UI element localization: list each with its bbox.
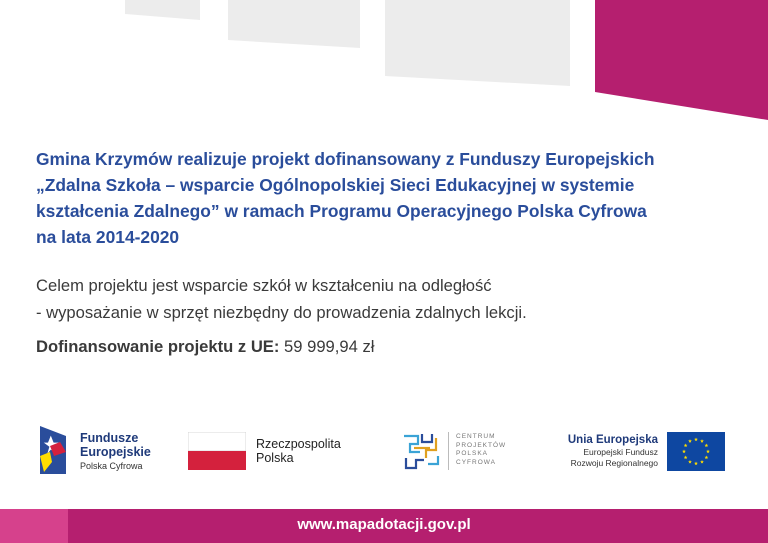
description-line-1: Celem projektu jest wsparcie szkół w kształceniu na odległość [36, 276, 492, 295]
deco-gray-block-2 [228, 0, 360, 48]
description-line-2: - wyposażanie w sprzęt niezbędny do prowadzenia zdalnych lekcji. [36, 303, 527, 322]
fe-line-3: Polska Cyfrowa [80, 461, 143, 471]
cpp-divider [448, 432, 449, 470]
fundusze-europejskie-logo-icon [40, 426, 72, 474]
headline-line-3: kształcenia Zdalnego” w ramach Programu Operacyjnego Polska Cyfrowa [36, 201, 647, 221]
project-description [36, 272, 736, 326]
cpp-line-2: PROJEKTÓW [456, 441, 507, 449]
cpp-line-3: POLSKA [456, 450, 489, 457]
ue-line-2: Europejski Fundusz [583, 447, 658, 457]
funding-info [36, 336, 374, 358]
fe-line-1: Fundusze [80, 431, 139, 445]
cpp-line-4: CYFROWA [456, 458, 496, 466]
cpp-line-1: CENTRUM [456, 433, 496, 440]
headline-line-4: na lata 2014-2020 [36, 227, 180, 247]
rp-line-2: Polska [256, 451, 294, 465]
deco-magenta-block [595, 0, 768, 120]
deco-gray-block-1 [125, 0, 200, 20]
ue-line-3: Rozwoju Regionalnego [570, 458, 658, 468]
cpp-maze-icon [400, 430, 442, 472]
footer-website-link[interactable]: www.mapadotacji.gov.pl [297, 516, 471, 533]
ue-line-1: Unia Europejska [567, 434, 658, 446]
fe-logo-text [80, 432, 151, 473]
rp-line-1: Rzeczpospolita [256, 437, 341, 451]
eu-flag-icon [667, 432, 725, 471]
fe-line-2: Europejskie [80, 445, 151, 459]
rp-logo-text [256, 437, 341, 465]
deco-gray-block-3 [385, 0, 570, 86]
funding-label: Dofinansowanie projektu z UE: [36, 337, 280, 356]
ue-logo-text [556, 433, 658, 469]
cpp-logo-text [456, 433, 506, 467]
footer-bar [0, 509, 768, 543]
funding-amount: 59 999,94 zł [284, 337, 375, 356]
polish-flag-icon [188, 432, 246, 470]
project-headline [36, 146, 756, 250]
headline-line-1: Gmina Krzymów realizuje projekt dofinansowany z Funduszy Europejskich [36, 149, 655, 169]
top-decoration [0, 0, 768, 125]
headline-line-2: „Zdalna Szkoła – wsparcie Ogólnopolskiej Sieci Edukacyjnej w systemie [36, 175, 635, 195]
